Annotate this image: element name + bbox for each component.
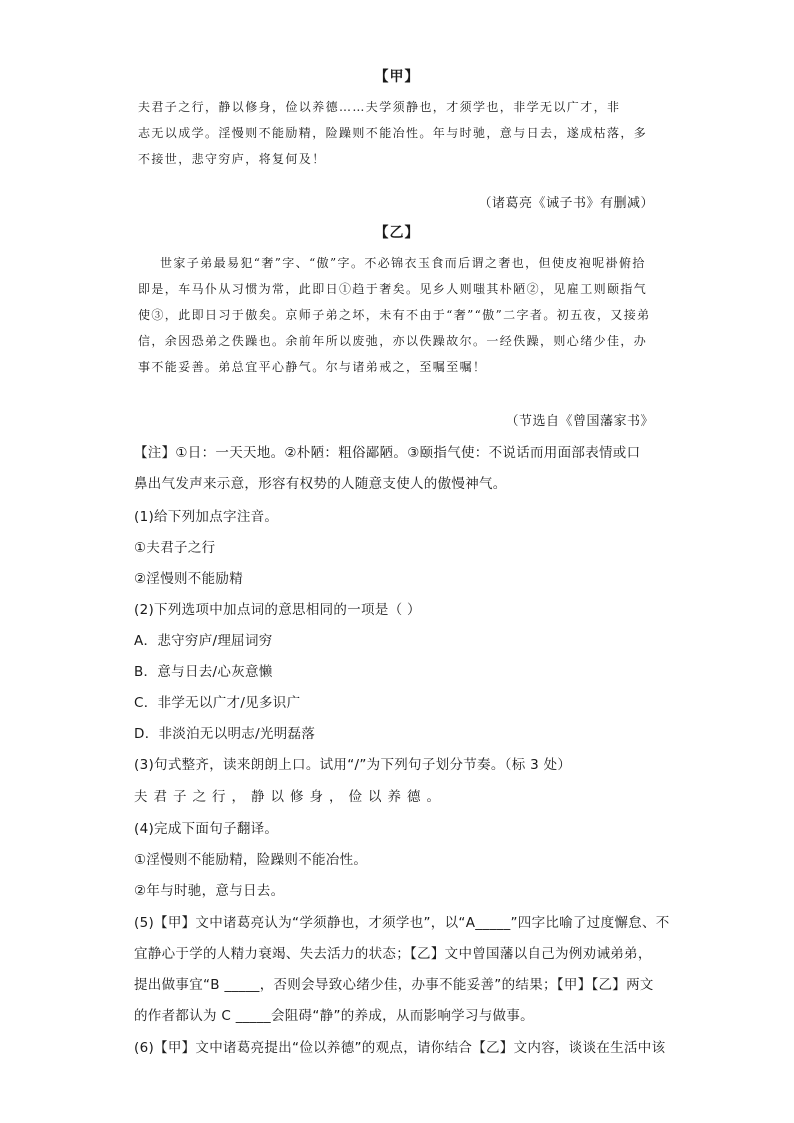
question-1: (1)给下列加点字注音。 xyxy=(134,509,279,525)
annotation-note: 【注】①日：一天天地。②朴陋：粗俗鄙陋。③颐指气使：不说话而用面部表情或口 xyxy=(134,445,641,461)
passage-b-line: 信，余因恐弟之佚躁也。余前年所以废弛，亦以佚躁故尔。一经佚躁，则心绪少佳，办 xyxy=(138,334,648,348)
passage-b-line: 即是，车马仆从习惯为常，此即日①趋于奢矣。见乡人则嗤其朴陋②，见雇工则颐指气 xyxy=(138,282,648,296)
question-5-line: 提出做事宜“B _____，否则会导致心绪少佳，办事不能妥善”的结果；【甲】【乙】两文 xyxy=(134,977,654,993)
question-1-item: ②淫慢则不能励精 xyxy=(134,571,244,587)
question-2: (2)下列选项中加点词的意思相同的一项是（ ） xyxy=(134,602,421,618)
question-2-option-c: C．非学无以广才/见多识广 xyxy=(134,695,301,711)
passage-a-line: 夫君子之行，静以修身，俭以养德……夫学须静也，才须学也，非学无以广才，非 xyxy=(138,100,621,114)
passage-b-text xyxy=(138,250,680,380)
passage-a-line: 志无以成学。淫慢则不能励精，险躁则不能冶性。年与时驰，意与日去，遂成枯落，多 xyxy=(138,126,648,140)
passage-a-citation: （诸葛亮《诫子书》有删减） xyxy=(478,196,654,211)
question-2-option-a: A．悲守穷庐/理屈词穷 xyxy=(134,633,273,649)
passage-a-text xyxy=(138,94,668,172)
question-6: (6)【甲】文中诸葛亮提出“俭以养德”的观点，请你结合【乙】文内容，谈谈在生活中该 xyxy=(134,1040,666,1056)
passage-b-line: 世家子弟最易犯“奢”字、“傲”字。不必锦衣玉食而后谓之奢也，但使皮袍呢褂俯拾 xyxy=(160,256,646,270)
passage-b-line: 事不能妥善。弟总宜平心静气。尔与诸弟戒之，至嘱至嘱！ xyxy=(138,360,487,374)
question-5-line: 宜静心于学的人精力衰竭、失去活力的状态；【乙】文中曾国藩以自己为例劝诫弟弟， xyxy=(134,946,652,962)
question-4: (4)完成下面句子翻译。 xyxy=(134,821,279,837)
question-4-item: ①淫慢则不能励精，险躁则不能冶性。 xyxy=(134,852,368,868)
passage-a-heading: 【甲】 xyxy=(374,69,420,85)
question-5: (5)【甲】文中诸葛亮认为“学须静也，才须学也”，以“A_____”四字比喻了过度懈怠、不 xyxy=(134,915,670,931)
passage-a-line: 不接世，悲守穷庐，将复何及！ xyxy=(138,152,326,166)
passage-b-citation: （节选自《曾国藩家书》 xyxy=(505,414,654,429)
question-2-option-d: D．非淡泊无以明志/光明磊落 xyxy=(134,726,316,742)
question-3: (3)句式整齐，读来朗朗上口。试用“/”为下列句子划分节奏。（标 3 处） xyxy=(134,757,572,773)
question-2-option-b: B．意与日去/心灰意懒 xyxy=(134,664,273,680)
question-3-sentence: 夫君子之行，静以修身，俭以养德。 xyxy=(134,789,446,805)
question-1-item: ①夫君子之行 xyxy=(134,540,216,556)
passage-b-heading: 【乙】 xyxy=(374,225,420,241)
question-4-item: ②年与时驰，意与日去。 xyxy=(134,883,285,899)
passage-b-line: 使③，此即日习于傲矣。京师子弟之坏，未有不由于“奢”“傲”二字者。初五夜，又接弟 xyxy=(138,308,651,322)
annotation-note: 鼻出气发声来示意，形容有权势的人随意支使人的傲慢神气。 xyxy=(134,476,507,492)
question-5-line: 的作者都认为 C _____会阻碍“静”的养成，从而影响学习与做事。 xyxy=(134,1008,534,1024)
